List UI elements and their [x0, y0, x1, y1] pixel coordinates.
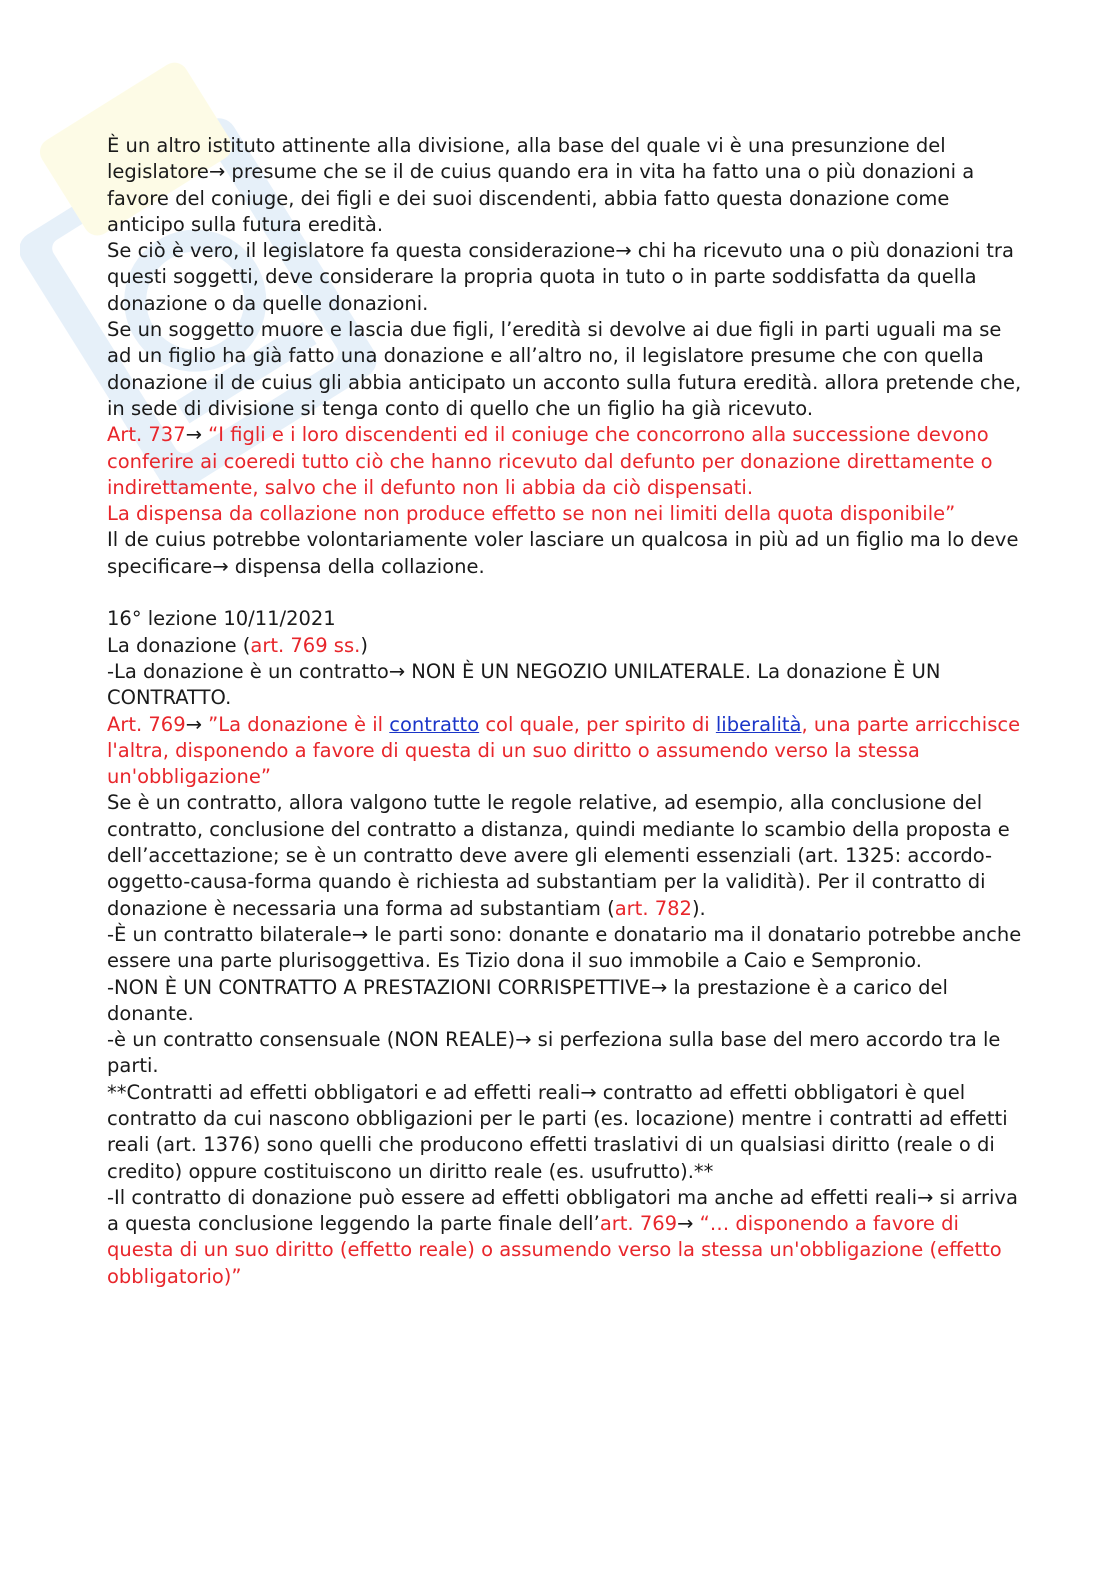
article-769-citation [107, 712, 1027, 791]
arrow: → [677, 1212, 700, 1236]
paragraph: Il de cuius potrebbe volontariamente voler lasciare un qualcosa in più ad un figlio ma lo deve specificare→ dispensa della collazione. [107, 528, 1019, 578]
article-quote: “I figli e i loro discendenti ed il coniuge che concorrono alla successione devono conferire ai coeredi tutto ciò che hanno ricevuto dal defunto per donazione direttamente o indirettamente, salvo che il defunto non li abbia da ciò dispensati. [107, 423, 993, 499]
paragraph: È un altro istituto attinente alla divisione, alla base del quale vi è una presunzione del legislatore→ presume che se il de cuius quando era in vita ha fatto una o più donazioni a favore del coniuge, dei figli e dei suoi discendenti, abbia fatto questa donazione come anticipo sulla futura eredità. [107, 134, 975, 236]
liberalita-link[interactable]: liberalità [715, 712, 802, 736]
paragraph-text: ). [691, 896, 706, 920]
spacer [107, 580, 1027, 606]
article-ref: art. 782 [614, 896, 692, 920]
article-quote-continued: La dispensa da collazione non produce effetto se non nei limiti della quota disponibile” [107, 502, 956, 526]
article-737-citation [107, 422, 1027, 501]
paragraph: **Contratti ad effetti obbligatori e ad effetti reali→ contratto ad effetti obbligatori è quel contratto da cui nascono obbligazioni per le parti (es. locazione) mentre i contratti ad effetti reali (art. 1376) sono quelli che producono effetti traslativi di un qualsiasi diritto (reale o di credito) oppure costituiscono un diritto reale (es. usufrutto).** [107, 1080, 1008, 1183]
subtitle-text: ) [360, 633, 368, 657]
paragraph [107, 790, 1027, 921]
paragraph: -NON È UN CONTRATTO A PRESTAZIONI CORRISPETTIVE→ la prestazione è a carico del donante. [107, 975, 948, 1025]
paragraph: Se un soggetto muore e lascia due figli, l’eredità si devolve ai due figli in parti uguali ma se ad un figlio ha già fatto una donazione e all’altro no, il legislatore presume che con quella donazione il de cuius gli abbia anticipato un acconto sulla futura eredità. allora pretende che, in sede di divisione si tenga conto di quello che un figlio ha già ricevuto. [107, 318, 1022, 420]
article-quote: ”La donazione è il [208, 712, 390, 736]
arrow: → [185, 712, 209, 736]
article-quote: , una parte arricchisce l'altra, disponendo a favore di questa di un suo diritto o assumendo verso la stessa un'obbligazione” [107, 712, 1021, 789]
article-ref: art. 769 [599, 1212, 678, 1236]
article-quote: col quale, per spirito di [479, 712, 716, 736]
article-quote: “… disponendo a favore di questa di un suo diritto (effetto reale) o assumendo verso la stessa un'obbligazione (effetto obbligatorio)” [107, 1212, 1002, 1288]
paragraph: Se ciò è vero, il legislatore fa questa considerazione→ chi ha ricevuto una o più donazioni tra questi soggetti, deve considerare la propria quota in tuto o in parte soddisfatta da quella donazione o da quelle donazioni. [107, 239, 1014, 315]
paragraph: -La donazione è un contratto→ NON È UN NEGOZIO UNILATERALE. La donazione È UN CONTRATTO. [107, 659, 941, 710]
article-ref: art. 769 ss. [250, 633, 361, 657]
article-ref: Art. 769 [107, 712, 186, 736]
article-ref: Art. 737 [107, 423, 186, 447]
lesson-subtitle [107, 633, 1027, 659]
document-body [107, 133, 1027, 1290]
contratto-link[interactable]: contratto [389, 712, 480, 736]
paragraph-text: -Il contratto di donazione può essere ad effetti obbligatori ma anche ad effetti reali→ si arriva a questa conclusione leggendo la parte finale dell’ [107, 1185, 1018, 1236]
lesson-heading: 16° lezione 10/11/2021 [107, 607, 336, 631]
paragraph: -È un contratto bilaterale→ le parti sono: donante e donatario ma il donatario potrebbe anche essere una parte plurisoggettiva. Es Tizio dona il suo immobile a Caio e Sempronio. [107, 922, 1022, 973]
subtitle-text: La donazione ( [107, 633, 251, 657]
paragraph [107, 1185, 1027, 1290]
paragraph: -è un contratto consensuale (NON REALE)→ si perfeziona sulla base del mero accordo tra le parti. [107, 1028, 1001, 1078]
paragraph-text: Se è un contratto, allora valgono tutte le regole relative, ad esempio, alla conclusione del contratto, conclusione del contratto a distanza, quindi mediante lo scambio della proposta e dell’accettazione; se è un contratto deve avere gli elementi essenziali (art. 1325: accordo-oggetto-causa-forma quando è richiesta ad substantiam per la validità). Per il contratto di donazione è necessaria una forma ad substantiam ( [107, 791, 1010, 920]
arrow: → [185, 423, 209, 447]
